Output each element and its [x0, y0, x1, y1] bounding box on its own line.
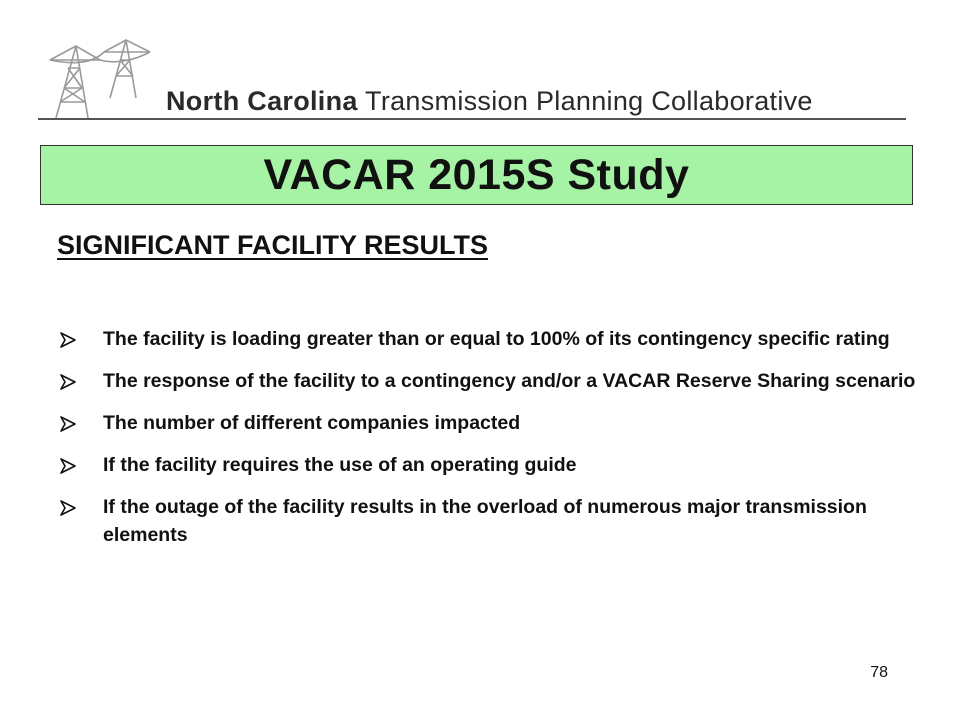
logo-divider [38, 118, 906, 120]
title-banner [40, 145, 913, 205]
bullet-text: If the outage of the facility results in the overload of numerous major transmission elements [103, 496, 867, 546]
list-item [60, 367, 920, 395]
logo-wordmark [166, 86, 813, 117]
arrow-bullet-icon [60, 458, 76, 474]
bullet-text: The number of different companies impacted [103, 412, 521, 434]
logo-text-bold: North Carolina [166, 86, 358, 116]
bullet-list [60, 325, 920, 563]
slide-title: VACAR 2015S Study [263, 150, 690, 199]
transmission-tower-icon [38, 38, 163, 120]
bullet-text: If the facility requires the use of an operating guide [103, 454, 577, 476]
arrow-bullet-icon [60, 374, 76, 390]
page-number: 78 [870, 664, 888, 681]
arrow-bullet-icon [60, 500, 76, 516]
section-heading: SIGNIFICANT FACILITY RESULTS [57, 230, 489, 260]
bullet-text: The response of the facility to a contingency and/or a VACAR Reserve Sharing scenario [103, 370, 916, 392]
bullet-text: The facility is loading greater than or equal to 100% of its contingency specific rating [103, 328, 890, 350]
ncptc-logo [38, 38, 918, 130]
list-item [60, 409, 920, 437]
list-item [60, 325, 920, 353]
arrow-bullet-icon [60, 416, 76, 432]
list-item [60, 493, 920, 549]
list-item [60, 451, 920, 479]
logo-text-regular: Transmission Planning Collaborative [357, 86, 813, 116]
arrow-bullet-icon [60, 332, 76, 348]
